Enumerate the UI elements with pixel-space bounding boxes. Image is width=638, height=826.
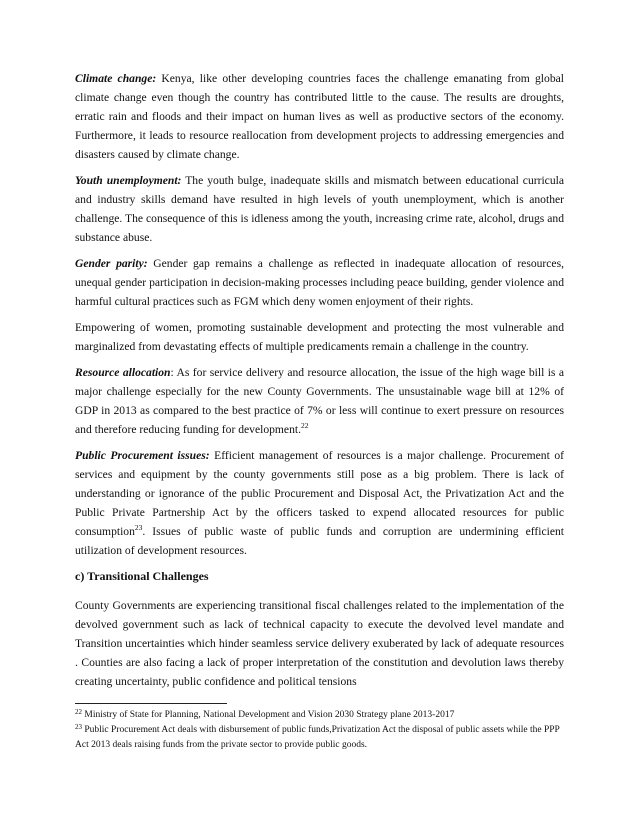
text-gender-parity: Gender gap remains a challenge as reflected in inadequate allocation of resources, unequal gender participation in decision-making processes including peace building, gender violence and harmful cultural practices such as FGM which deny women enjoyment of their rights. bbox=[75, 257, 564, 308]
footnote-ref-22[interactable]: 22 bbox=[301, 421, 309, 430]
text-public-procurement: Efficient management of resources is a major challenge. Procurement of services and equipment by the county governments still pose as a big problem. There is lack of understanding or ignorance of the public Procurement and Disposal Act, the Privatization Act and the Public Private Partnership Act by the officers tasked to expend allocated resources for public consumption bbox=[75, 449, 564, 538]
footnote-text-23: Public Procurement Act deals with disbursement of public funds,Privatization Act the disposal of public assets while the PPP Act 2013 deals raising funds from the private sector to provide public goods. bbox=[75, 725, 560, 750]
lead-public-procurement: Public Procurement issues: bbox=[75, 449, 210, 462]
lead-gender-parity: Gender parity: bbox=[75, 257, 148, 270]
paragraph-youth-unemployment bbox=[75, 171, 564, 247]
lead-resource-allocation: Resource allocation bbox=[75, 366, 171, 379]
footnote-number-22: 22 bbox=[75, 708, 82, 716]
footnote-text-22: Ministry of State for Planning, National Development and Vision 2030 Strategy plane 2013-2017 bbox=[82, 710, 455, 720]
text-public-procurement-after: . Issues of public waste of public funds and corruption are undermining efficient utilization of development resources. bbox=[75, 525, 564, 557]
section-heading-transitional: c) Transitional Challenges bbox=[75, 569, 209, 583]
paragraph-climate-change bbox=[75, 69, 564, 164]
footnote-divider bbox=[75, 703, 227, 704]
footnote-ref-23[interactable]: 23 bbox=[134, 523, 143, 532]
paragraph-transitional-challenges: County Governments are experiencing transitional fiscal challenges related to the implementation of the devolved government such as lack of technical capacity to execute the devolved level mandate and Transition uncertainties which hinder seamless service delivery exuberated by lack of adequate resources . Counties are also facing a lack of proper interpretation of the constitution and devolution laws thereby creating uncertainty, public confidence and political tensions bbox=[75, 599, 564, 688]
lead-climate-change: Climate change: bbox=[75, 72, 157, 85]
text-youth-unemployment: The youth bulge, inadequate skills and mismatch between educational curricula and industry skills demand have resulted in high levels of youth unemployment, which is another challenge. The consequence of this is idleness among the youth, increasing crime rate, alcohol, drugs and substance abuse. bbox=[75, 174, 564, 244]
main-text bbox=[75, 69, 564, 698]
paragraph-empowering-women: Empowering of women, promoting sustainable development and protecting the most vulnerable and marginalized from devastating effects of multiple predicaments remain a challenge in the country. bbox=[75, 321, 564, 353]
footnotes bbox=[75, 708, 564, 753]
footnote-22 bbox=[75, 708, 564, 723]
paragraph-resource-allocation bbox=[75, 363, 564, 439]
paragraph-public-procurement bbox=[75, 446, 564, 560]
footnote-number-23: 23 bbox=[75, 723, 82, 731]
text-climate-change: Kenya, like other developing countries faces the challenge emanating from global climate change even though the country has contributed little to the cause. The results are droughts, erratic rain and floods and their impact on human lives as well as productive sectors of the economy. Furthermore, it leads to resource reallocation from development projects to addressing emergencies and disasters caused by climate change. bbox=[75, 72, 564, 161]
footnote-23 bbox=[75, 723, 564, 753]
paragraph-gender-parity bbox=[75, 254, 564, 311]
lead-youth-unemployment: Youth unemployment: bbox=[75, 174, 182, 187]
text-resource-allocation: : As for service delivery and resource allocation, the issue of the high wage bill is a major challenge especially for the new County Governments. The unsustainable wage bill at 12% of GDP in 2013 as compared to the best practice of 7% or less will continue to exert pressure on resources and therefore reducing funding for development. bbox=[75, 366, 564, 436]
